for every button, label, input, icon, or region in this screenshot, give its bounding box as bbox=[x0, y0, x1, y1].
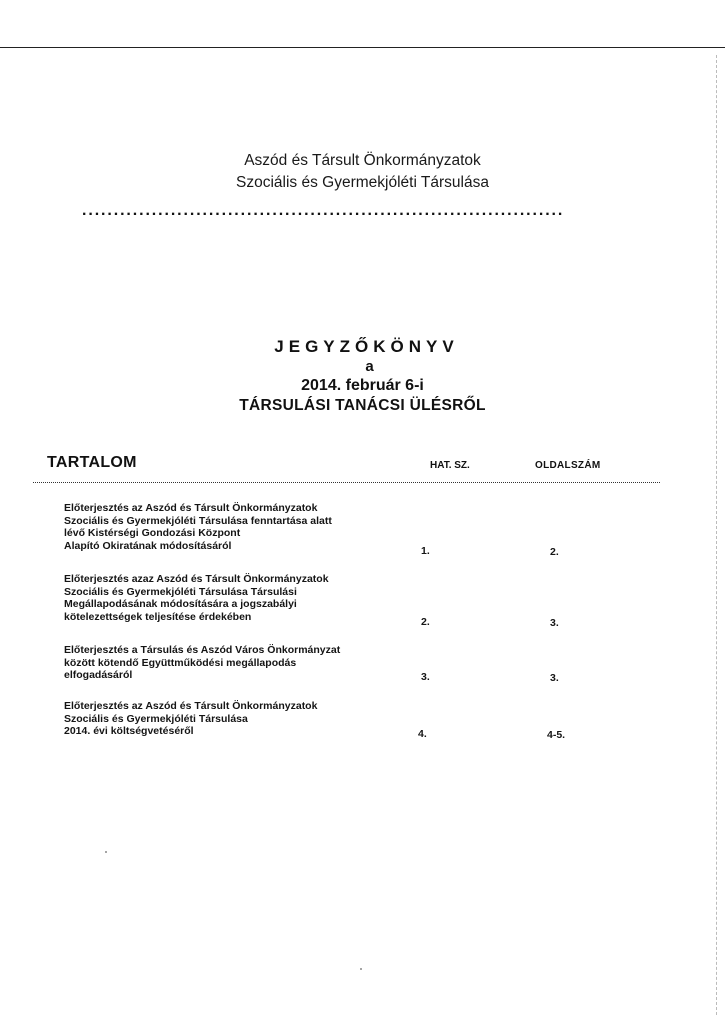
toc-entry-line: Szociális és Gyermekjóléti Társulása Társulási bbox=[64, 585, 297, 598]
document-title bbox=[0, 336, 725, 416]
toc-entry-hat-number: 3. bbox=[421, 671, 430, 683]
toc-entry-line: kötelezettségek teljesítése érdekében bbox=[64, 610, 252, 623]
toc-entry-line: Szociális és Gyermekjóléti Társulása fenntartása alatt bbox=[64, 514, 332, 527]
title-line-2: a bbox=[365, 358, 374, 375]
title-line-1: JEGYZŐKÖNYV bbox=[274, 337, 459, 356]
toc-entry-line: Előterjesztés az Aszód és Társult Önkormányzatok bbox=[64, 502, 318, 514]
toc-entry-page-number: 3. bbox=[550, 672, 559, 684]
toc-entry-page-number: 3. bbox=[550, 617, 559, 629]
toc-entry-hat-number: 1. bbox=[421, 545, 430, 557]
toc-entry-page-number: 4-5. bbox=[547, 729, 566, 741]
scan-edge bbox=[716, 55, 717, 1015]
toc-entry-line: lévő Kistérségi Gondozási Központ bbox=[64, 527, 241, 539]
organization-name bbox=[0, 150, 725, 194]
toc-entry-line: elfogadásáról bbox=[64, 669, 133, 681]
org-line-2: Szociális és Gyermekjóléti Társulása bbox=[236, 174, 489, 191]
scan-speck bbox=[105, 851, 107, 853]
top-rule bbox=[0, 47, 725, 48]
scan-speck bbox=[360, 968, 362, 970]
toc-entry-page-number: 2. bbox=[550, 546, 559, 558]
toc-entry-line: Előterjesztés azaz Aszód és Társult Önkormányzatok bbox=[64, 573, 329, 585]
toc-entry bbox=[64, 700, 384, 738]
toc-entry-line: Szociális és Gyermekjóléti Társulása bbox=[64, 712, 248, 725]
title-line-4: TÁRSULÁSI TANÁCSI ÜLÉSRŐL bbox=[239, 397, 486, 414]
toc-entry bbox=[64, 573, 384, 623]
toc-entry-line: 2014. évi költségvetéséről bbox=[64, 725, 194, 737]
toc-entry-line: között kötendő Együttműködési megállapodás bbox=[64, 656, 297, 669]
toc-divider bbox=[33, 482, 660, 483]
toc-entry-hat-number: 2. bbox=[421, 616, 430, 628]
column-header-hat-sz: HAT. SZ. bbox=[430, 460, 470, 471]
toc-entry-line: Megállapodásának módosítására a jogszabályi bbox=[64, 598, 297, 610]
column-header-oldalszam: OLDALSZÁM bbox=[535, 460, 601, 471]
toc-entry-hat-number: 4. bbox=[418, 728, 427, 740]
toc-entry-line: Előterjesztés az Aszód és Társult Önkormányzatok bbox=[64, 700, 318, 712]
toc-entry bbox=[64, 502, 384, 552]
org-line-1: Aszód és Társult Önkormányzatok bbox=[244, 152, 481, 169]
toc-heading: TARTALOM bbox=[47, 454, 137, 471]
dotted-separator: ............................................................................ bbox=[82, 205, 565, 217]
toc-entry-line: Előterjesztés a Társulás és Aszód Város Önkormányzat bbox=[64, 644, 341, 656]
toc-entry bbox=[64, 644, 384, 682]
title-line-3: 2014. február 6-i bbox=[301, 377, 424, 394]
toc-entry-line: Alapító Okiratának módosításáról bbox=[64, 539, 232, 552]
